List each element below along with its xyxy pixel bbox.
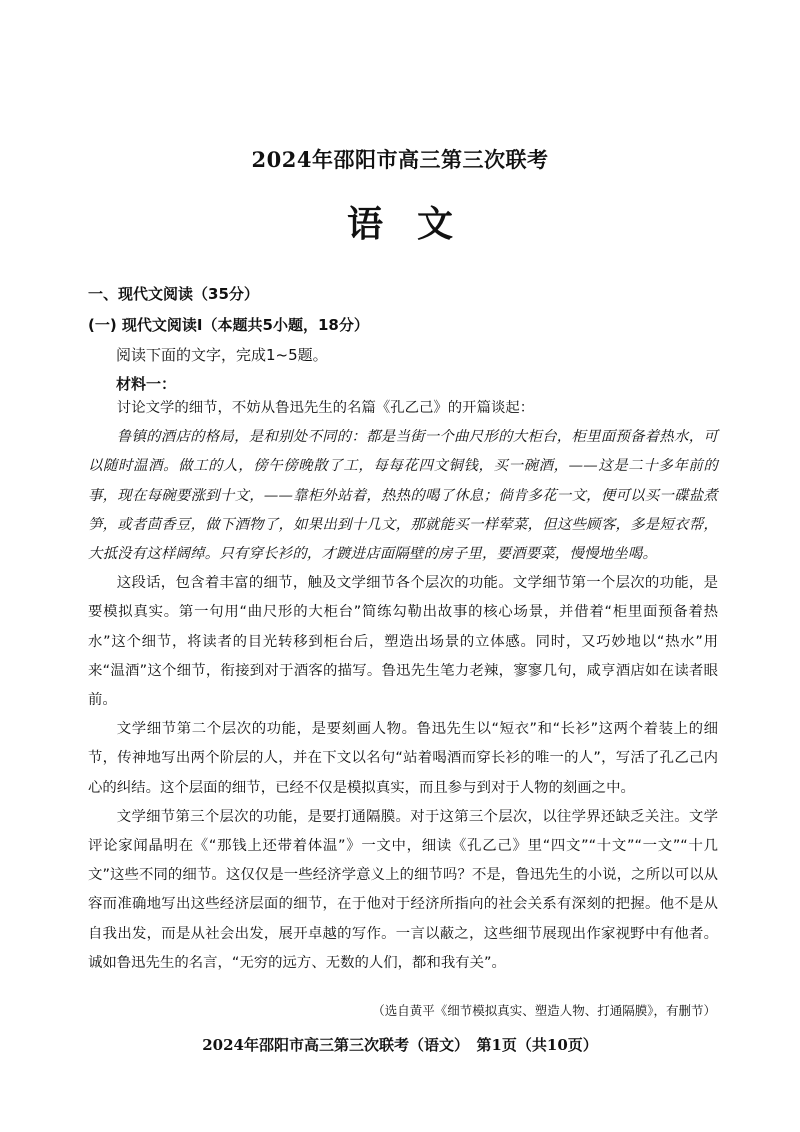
source-note: （选自黄平《细节模拟真实、塑造人物、打通隔膜》，有删节）: [372, 1003, 716, 1018]
section-heading: 一、现代文阅读（35分）: [88, 285, 259, 303]
passage-body: [88, 394, 718, 978]
passage-paragraph-1: 这段话，包含着丰富的细节，触及文学细节各个层次的功能。文学细节第一个层次的功能，是要模拟真实。第一句用“曲尺形的大柜台”简练勾勒出故事的核心场景，并借着“柜里面预备着热水”这个细节，将读者的目光转移到柜台后，塑造出场景的立体感。同时，又巧妙地以“热水”用来“温酒”这个细节，衔接到对于酒客的描写。鲁迅先生笔力老辣，寥寥几句，咸亨酒店如在读者眼前。: [88, 575, 718, 709]
page-footer: 2024年邵阳市高三第三次联考（语文） 第1页（共10页）: [202, 1036, 598, 1054]
material-label: 材料一：: [116, 375, 177, 393]
passage-paragraph-3: 文学细节第三个层次的功能，是要打通隔膜。对于这第三个层次，以往学界还缺乏关注。文学评论家闻晶明在《“那钱上还带着体温”》一文中，细读《孔乙己》里“四文”“十文”“一文”“十几文”这些不同的细节。这仅仅是一些经济学意义上的细节吗？不是，鲁迅先生的小说，之所以可以从容而准确地写出这些经济层面的细节，在于他对于经济所指向的社会关系有深刻的把握。他不是从自我出发，而是从社会出发，展开卓越的写作。一言以蔽之，这些细节展现出作家视野中有他者。诚如鲁迅先生的名言，“无穷的远方、无数的人们，都和我有关”。: [88, 808, 718, 971]
exam-title: 2024年邵阳市高三第三次联考: [251, 147, 549, 172]
passage-quote: 鲁镇的酒店的格局，是和别处不同的：都是当街一个曲尺形的大柜台，柜里面预备着热水，可以随时温酒。做工的人，傍午傍晚散了工，每每花四文铜钱，买一碗酒，——这是二十多年前的事，现在每碗要涨到十文，——靠柜外站着，热热的喝了休息；倘肯多花一文，便可以买一碟盐煮笋，或者茴香豆，做下酒物了，如果出到十几文，那就能买一样荤菜，但这些顾客，多是短衣帮，大抵没有这样阔绰。只有穿长衫的，才踱进店面隔壁的房子里，要酒要菜，慢慢地坐喝。: [88, 429, 718, 563]
subsection-heading: (一) 现代文阅读Ⅰ（本题共5小题，18分）: [88, 316, 369, 334]
reading-instruction: 阅读下面的文字，完成1~5题。: [116, 346, 328, 364]
passage-intro: 讨论文学的细节，不妨从鲁迅先生的名篇《孔乙己》的开篇谈起：: [116, 400, 535, 416]
passage-paragraph-2: 文学细节第二个层次的功能，是要刻画人物。鲁迅先生以“短衣”和“长衫”这两个着装上的细节，传神地写出两个阶层的人，并在下文以名句“站着喝酒而穿长衫的唯一的人”，写活了孔乙己内心的纠结。这个层面的细节，已经不仅是模拟真实，而且参与到对于人物的刻画之中。: [88, 721, 718, 796]
subject-title: 语文: [346, 204, 487, 245]
